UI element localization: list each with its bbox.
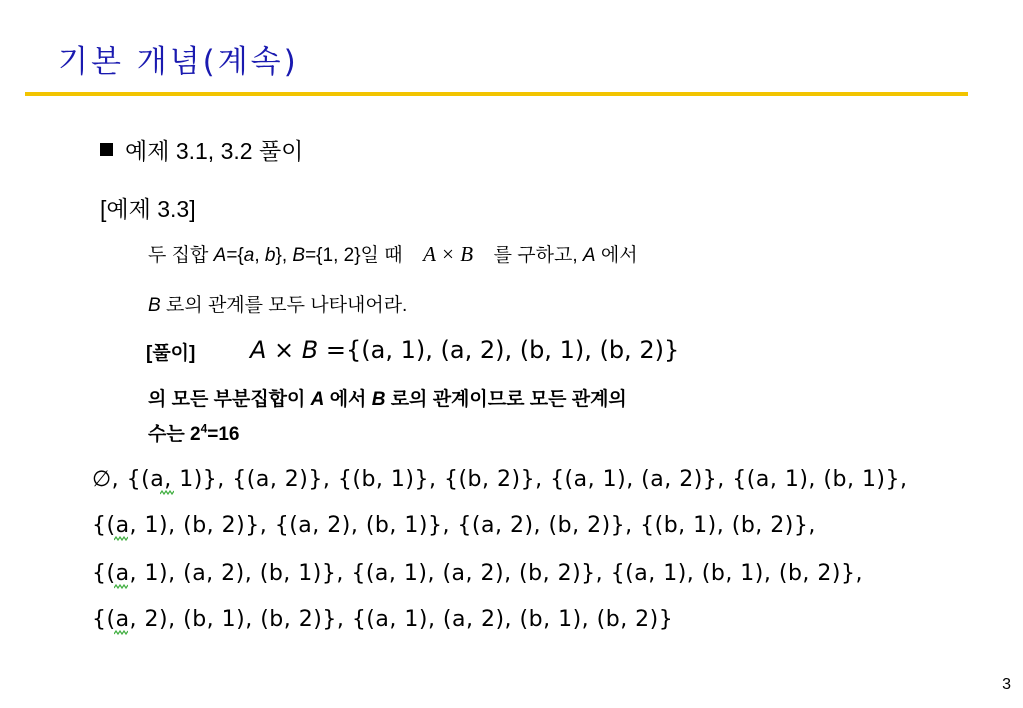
conclusion-text: 로의 관계이므로 모든 관계의 [390,389,627,410]
problem-text: ={1, 2}일 때 [305,245,403,266]
set-b-symbol: B [148,295,161,316]
problem-text: 로의 관계를 모두 나타내어라. [165,295,408,316]
subset-list-line-4: {(a, 2), (b, 1), (b, 2)}, {(a, 1), (a, 2), (b, 1), (b, 2)} [92,607,674,632]
title-underline [25,92,968,96]
conclusion-line-1 [148,384,627,411]
set-b-symbol: B [301,336,319,364]
element-a: a [243,245,255,266]
conclusion-line-2 [148,419,239,446]
square-bullet-icon [100,143,113,156]
set-a-symbol: A [213,245,227,266]
conclusion-text: =16 [207,424,240,445]
conclusion-text: 의 모든 부분집합이 [148,389,306,410]
conclusion-text: 에서 [329,389,367,410]
spellcheck-squiggle-icon [114,584,128,590]
example-heading: [예제 3.3] [100,196,196,222]
problem-line-2 [148,290,407,317]
subset-list-line-1: ∅, {(a, 1)}, {(a, 2)}, {(b, 1)}, {(b, 2)}, {(a, 1), (a, 2)}, {(a, 1), (b, 1)}, [92,467,908,492]
subset-list-line-3: {(a, 1), (a, 2), (b, 1)}, {(a, 1), (a, 2), (b, 2)}, {(a, 1), (b, 1), (b, 2)}, [92,561,863,586]
solution-expression [250,336,679,364]
slide-title: 기본 개념(계속) [58,44,299,80]
problem-line-1 [148,240,638,267]
set-b-symbol: B [371,389,386,410]
subset-list-line-2: {(a, 1), (b, 2)}, {(a, 2), (b, 1)}, {(a, 2), (b, 2)}, {(b, 1), (b, 2)}, [92,513,816,538]
problem-text: 를 구하고, [493,245,578,266]
page-number: 3 [1002,676,1011,693]
set-a-symbol: A [250,336,267,364]
product-set: ={(a, 1), (a, 2), (b, 1), (b, 2)} [318,336,680,364]
bullet-item [100,133,303,166]
spellcheck-squiggle-icon [160,490,174,496]
conclusion-text: 수는 2 [148,424,201,445]
solution-label: [풀이] [146,343,196,364]
set-a-symbol: A [310,389,325,410]
problem-text: 두 집합 [148,245,209,266]
problem-text: }, [275,245,288,266]
set-b-symbol: B [292,245,306,266]
times-symbol: × [266,336,302,364]
problem-text: , [254,245,260,266]
cartesian-product-math: A × B [423,242,474,266]
element-b: b [264,245,276,266]
spellcheck-squiggle-icon [114,536,128,542]
problem-text: 에서 [600,245,638,266]
spellcheck-squiggle-icon [114,630,128,636]
bullet-text: 예제 3.1, 3.2 풀이 [125,138,304,164]
problem-text: ={ [226,245,244,266]
exponent: 4 [200,421,208,436]
set-a-symbol: A [582,245,596,266]
